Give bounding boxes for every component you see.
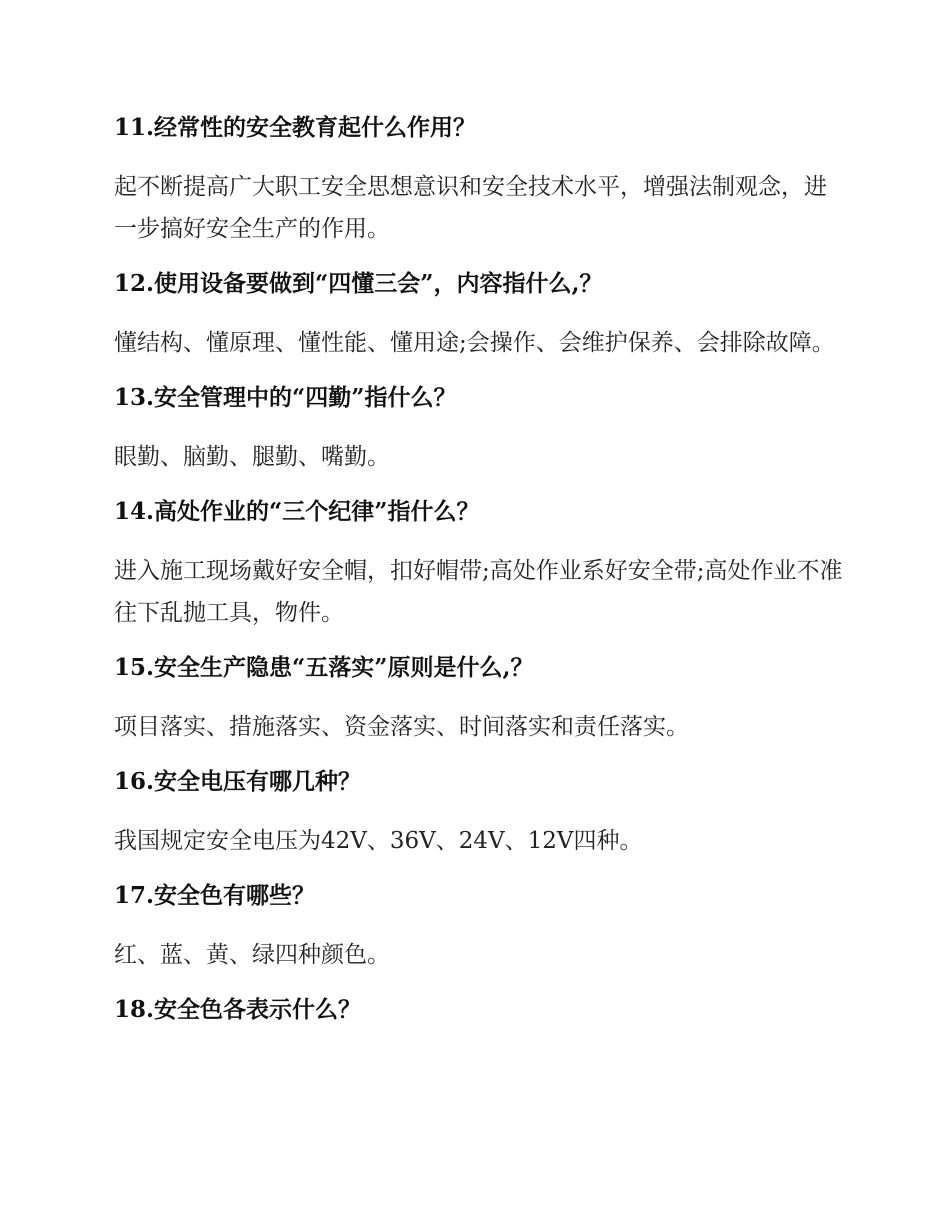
question-17: 17.安全色有哪些？	[114, 882, 316, 909]
answer-15: 项目落实、措施落实、资金落实、时间落实和责任落实。	[114, 714, 689, 740]
question-13: 13.安全管理中的“四勤”指什么？	[114, 384, 457, 411]
qa-list	[114, 108, 844, 1030]
answer-12: 懂结构、懂原理、懂性能、懂用途;会操作、会维护保养、会排除故障。	[114, 330, 835, 356]
answer-13: 眼勤、脑勤、腿勤、嘴勤。	[114, 444, 390, 470]
question-15: 15.安全生产隐患“五落实”原则是什么,？	[114, 654, 534, 681]
answer-14: 进入施工现场戴好安全帽，扣好帽带;高处作业系好安全带;高处作业不准往下乱抛工具，物件。	[114, 558, 843, 626]
question-11: 11.经常性的安全教育起什么作用？	[114, 114, 477, 141]
question-12: 12.使用设备要做到“四懂三会”，内容指什么,？	[114, 270, 603, 297]
answer-16: 我国规定安全电压为42V、36V、24V、12V四种。	[114, 828, 643, 854]
question-18: 18.安全色各表示什么？	[114, 996, 362, 1023]
question-16: 16.安全电压有哪几种？	[114, 768, 362, 795]
answer-11: 起不断提高广大职工安全思想意识和安全技术水平，增强法制观念，进一步搞好安全生产的作用。	[114, 174, 827, 242]
question-14: 14.高处作业的“三个纪律”指什么？	[114, 498, 480, 525]
answer-17: 红、蓝、黄、绿四种颜色。	[114, 942, 390, 968]
